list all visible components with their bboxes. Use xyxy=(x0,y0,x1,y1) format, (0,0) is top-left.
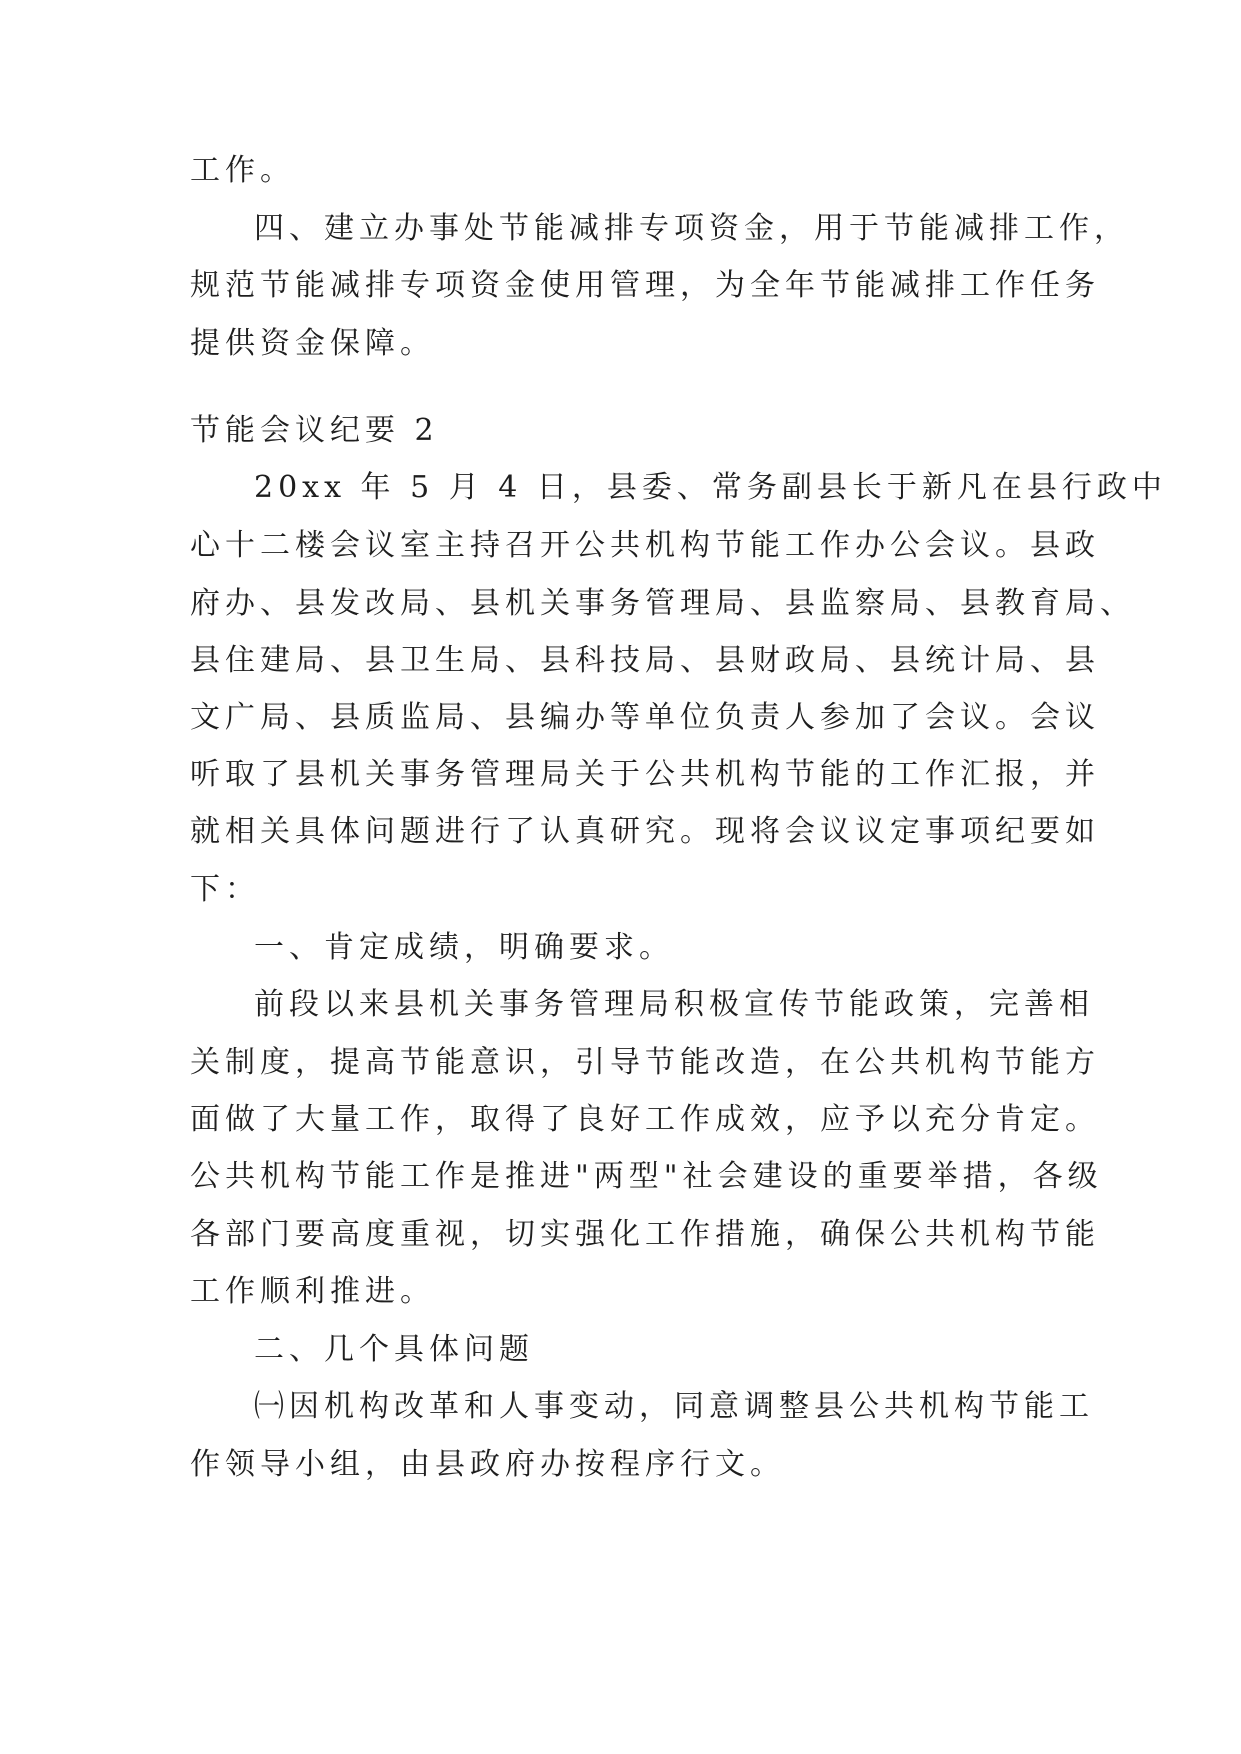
text-line: 文广局、县质监局、县编办等单位负责人参加了会议。会议 xyxy=(190,700,1100,735)
text-line: 听取了县机关事务管理局关于公共机构节能的工作汇报，并 xyxy=(190,757,1100,792)
text-line: 工作。 xyxy=(190,153,295,188)
text-line: 公共机构节能工作是推进"两型"社会建设的重要举措，各级 xyxy=(190,1159,1103,1194)
text-line: 下： xyxy=(190,872,260,907)
text-line: 工作顺利推进。 xyxy=(190,1274,435,1309)
text-line: 规范节能减排专项资金使用管理，为全年节能减排工作任务 xyxy=(190,268,1100,303)
paragraph-line: 四、建立办事处节能减排专项资金，用于节能减排工作， xyxy=(254,211,1129,246)
text-line: 面做了大量工作，取得了良好工作成效，应予以充分肯定。 xyxy=(190,1102,1100,1137)
text-line: 心十二楼会议室主持召开公共机构节能工作办公会议。县政 xyxy=(190,528,1100,563)
section-heading: 节能会议纪要 2 xyxy=(190,413,439,448)
paragraph-line: 20xx 年 5 月 4 日，县委、常务副县长于新凡在县行政中 xyxy=(254,470,1167,505)
text-line: 提供资金保障。 xyxy=(190,326,435,361)
paragraph-line: 二、几个具体问题 xyxy=(254,1332,534,1367)
paragraph-line: 一、肯定成绩，明确要求。 xyxy=(254,930,674,965)
text-line: 县住建局、县卫生局、县科技局、县财政局、县统计局、县 xyxy=(190,643,1100,678)
paragraph-line: 前段以来县机关事务管理局积极宣传节能政策，完善相 xyxy=(254,987,1094,1022)
text-line: 各部门要高度重视，切实强化工作措施，确保公共机构节能 xyxy=(190,1217,1100,1252)
text-line: 就相关具体问题进行了认真研究。现将会议议定事项纪要如 xyxy=(190,814,1100,849)
text-line: 作领导小组，由县政府办按程序行文。 xyxy=(190,1447,785,1482)
paragraph-line: ㈠因机构改革和人事变动，同意调整县公共机构节能工 xyxy=(254,1389,1094,1424)
text-line: 府办、县发改局、县机关事务管理局、县监察局、县教育局、 xyxy=(190,586,1135,621)
text-line: 关制度，提高节能意识，引导节能改造，在公共机构节能方 xyxy=(190,1045,1100,1080)
